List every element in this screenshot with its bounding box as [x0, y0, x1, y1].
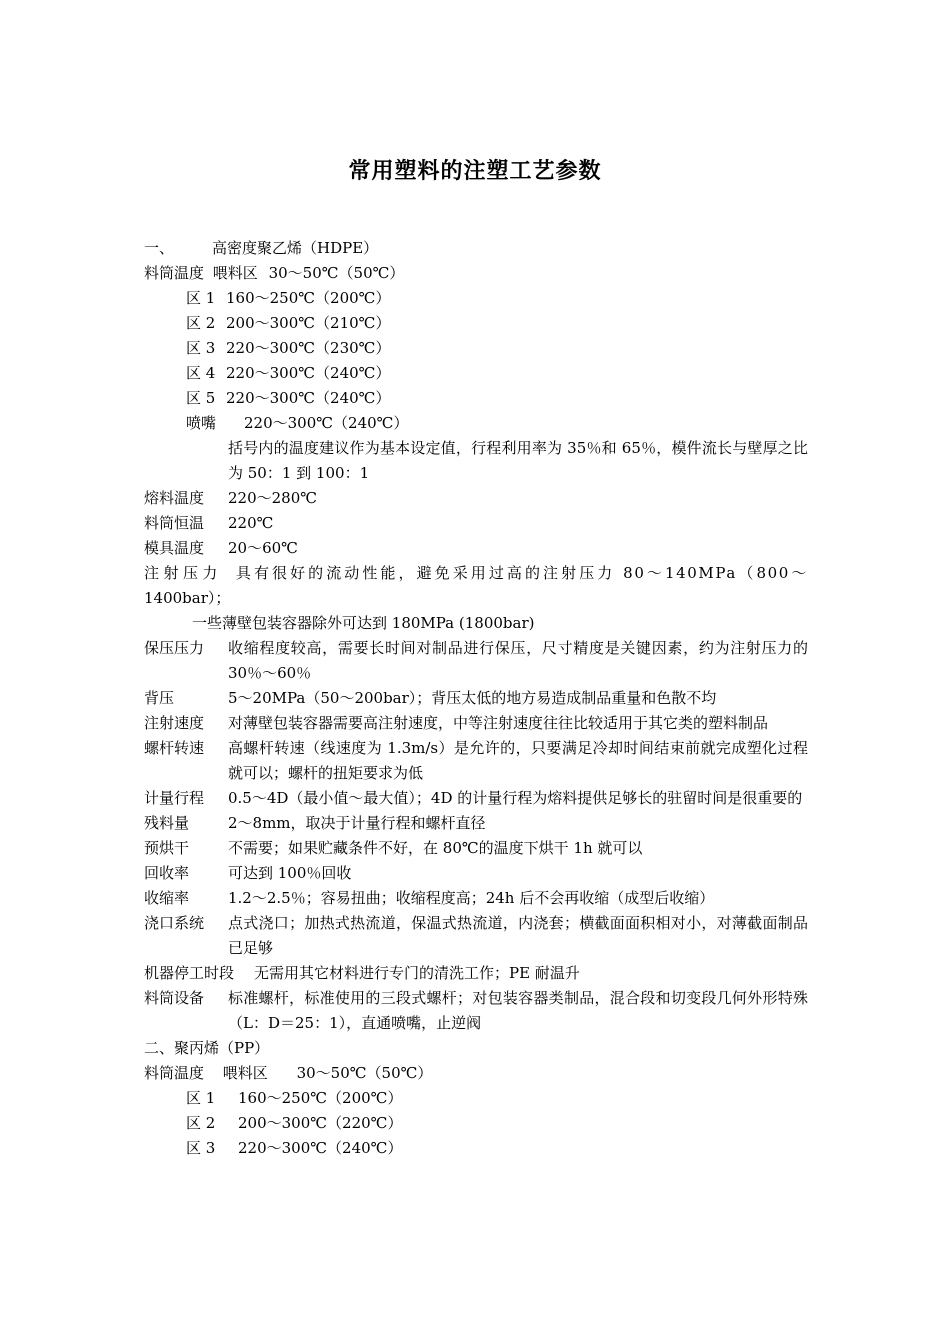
zone-value: 200～300℃（220℃） — [238, 1114, 403, 1132]
param-value: 5～20MPa（50～200bar）；背压太低的地方易造成制品重量和色散不均 — [228, 689, 717, 707]
zone-label: 区 2 — [186, 314, 216, 332]
param-row — [144, 861, 808, 886]
param-label: 保压压力 — [144, 639, 205, 657]
param-label: 计量行程 — [144, 789, 205, 807]
param-row — [144, 986, 808, 1036]
zone-label: 区 1 — [186, 1089, 216, 1107]
param-value: 20～60℃ — [228, 539, 298, 557]
zone-row — [144, 336, 808, 361]
param-value: 标准螺杆，标准使用的三段式螺杆；对包装容器类制品，混合段和切变段几何外形特殊（L：D＝25：1），直通喷嘴，止逆阀 — [228, 989, 808, 1032]
zone-label: 区 3 — [186, 339, 216, 357]
param-row — [144, 536, 808, 561]
zone-row — [144, 311, 808, 336]
param-label: 回收率 — [144, 864, 190, 882]
zone-row — [144, 386, 808, 411]
feed-value: 30～50℃（50℃） — [296, 1064, 433, 1082]
param-row — [144, 686, 808, 711]
param-label: 机器停工时段 — [144, 964, 235, 982]
nozzle-row — [144, 411, 808, 436]
zone-row — [144, 1111, 808, 1136]
param-row — [144, 836, 808, 861]
heading-text: 高密度聚乙烯（HDPE） — [212, 239, 379, 257]
param-row — [144, 961, 808, 986]
heading-number: 一、 — [144, 239, 175, 257]
param-label: 熔料温度 — [144, 489, 205, 507]
param-row — [144, 911, 808, 961]
zone-value: 220～300℃（240℃） — [226, 389, 391, 407]
param-value: 高螺杆转速（线速度为 1.3m/s）是允许的，只要满足冷却时间结束前就完成塑化过程就可以；螺杆的扭矩要求为低 — [228, 739, 808, 782]
zone-value: 220～300℃（240℃） — [238, 1139, 403, 1157]
param-label: 料筒恒温 — [144, 514, 205, 532]
param-value: 收缩程度较高，需要长时间对制品进行保压，尺寸精度是关键因素，约为注射压力的 30％～60％ — [228, 639, 808, 682]
param-row — [144, 711, 808, 736]
param-row — [144, 636, 808, 686]
zone-value: 220～300℃（240℃） — [226, 364, 391, 382]
barrel-temp-row — [144, 261, 808, 286]
zone-row — [144, 361, 808, 386]
param-continuation: 一些薄壁包装容器除外可达到 180MPa (1800bar) — [192, 614, 535, 632]
nozzle-value: 220～300℃（240℃） — [244, 414, 409, 432]
param-label: 模具温度 — [144, 539, 205, 557]
param-row — [144, 511, 808, 536]
param-label: 注射速度 — [144, 714, 205, 732]
param-value: 0.5～4D（最小值～最大值）；4D 的计量行程为熔料提供足够长的驻留时间是很重要的 — [228, 789, 803, 807]
param-value: 1.2～2.5％；容易扭曲；收缩程度高；24h 后不会再收缩（成型后收缩） — [228, 889, 715, 907]
zone-label: 区 3 — [186, 1139, 216, 1157]
nozzle-label: 喷嘴 — [186, 414, 217, 432]
param-row — [144, 486, 808, 511]
param-label: 收缩率 — [144, 889, 190, 907]
param-value: 220～280℃ — [228, 489, 318, 507]
param-value: 点式浇口；加热式热流道，保温式热流道，内浇套；横截面面积相对小，对薄截面制品已足够 — [228, 914, 808, 957]
zone-row — [144, 1086, 808, 1111]
zone-label: 区 4 — [186, 364, 216, 382]
param-label: 预烘干 — [144, 839, 190, 857]
feed-value: 30～50℃（50℃） — [268, 264, 405, 282]
param-label: 残料量 — [144, 814, 190, 832]
param-value: 220℃ — [228, 514, 274, 532]
page-title: 常用塑料的注塑工艺参数 — [348, 158, 602, 184]
document-body — [144, 236, 808, 1161]
zone-label: 区 2 — [186, 1114, 216, 1132]
param-value: 2～8mm，取决于计量行程和螺杆直径 — [228, 814, 486, 832]
feed-label: 喂料区 — [212, 264, 258, 282]
feed-label: 喂料区 — [222, 1064, 268, 1082]
param-row — [144, 561, 808, 586]
param-row — [144, 736, 808, 786]
param-value: 不需要；如果贮藏条件不好，在 80℃的温度下烘干 1h 就可以 — [228, 839, 643, 857]
param-row — [144, 786, 808, 811]
param-value: 具有很好的流动性能，避免采用过高的注射压力 80～140MPa（800～ — [235, 564, 808, 582]
param-row — [144, 811, 808, 836]
zone-value: 160～250℃（200℃） — [238, 1089, 403, 1107]
zone-label: 区 1 — [186, 289, 216, 307]
barrel-label: 料筒温度 — [144, 264, 205, 282]
zone-value: 220～300℃（230℃） — [226, 339, 391, 357]
section-heading-pp: 二、聚丙烯（PP） — [144, 1039, 270, 1057]
param-value: 对薄壁包装容器需要高注射速度，中等注射速度往往比较适用于其它类的塑料制品 — [228, 714, 769, 732]
param-continuation: 1400bar）； — [144, 589, 231, 607]
zone-value: 200～300℃（210℃） — [226, 314, 391, 332]
barrel-temp-row — [144, 1061, 808, 1086]
zone-label: 区 5 — [186, 389, 216, 407]
zone-row — [144, 286, 808, 311]
note-text: 括号内的温度建议作为基本设定值，行程利用率为 35％和 65％，模件流长与壁厚之比为 50：1 到 100：1 — [228, 439, 808, 482]
param-label: 螺杆转速 — [144, 739, 205, 757]
temperature-note — [144, 436, 808, 486]
zone-row — [144, 1136, 808, 1161]
section-heading-hdpe — [144, 236, 808, 261]
param-label: 浇口系统 — [144, 914, 205, 932]
param-label: 注射压力 — [144, 564, 222, 582]
param-value: 可达到 100％回收 — [228, 864, 352, 882]
param-value: 无需用其它材料进行专门的清洗工作；PE 耐温升 — [254, 964, 580, 982]
param-row — [144, 886, 808, 911]
barrel-label: 料筒温度 — [144, 1064, 205, 1082]
param-label: 背压 — [144, 689, 175, 707]
zone-value: 160～250℃（200℃） — [226, 289, 391, 307]
param-label: 料筒设备 — [144, 989, 205, 1007]
